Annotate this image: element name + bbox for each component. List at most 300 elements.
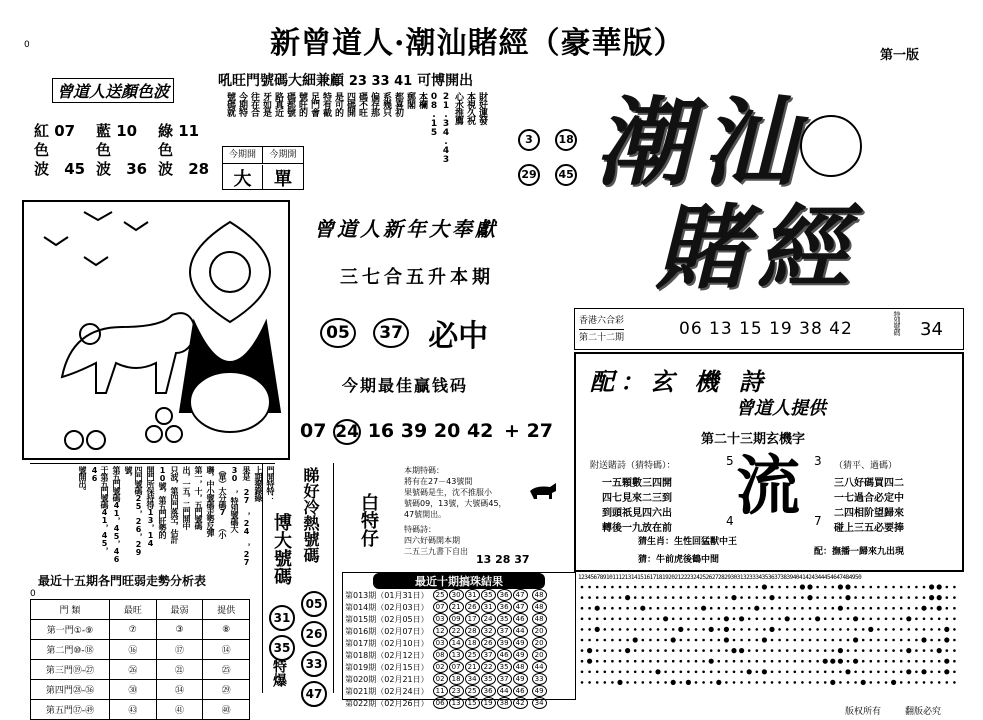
grid-dot — [800, 584, 805, 589]
grid-dot — [921, 637, 926, 642]
grid-dot — [771, 681, 774, 684]
grid-dot — [906, 669, 911, 674]
corner-num-tl: 5 — [726, 454, 734, 468]
grid-dot — [649, 649, 652, 652]
grid-dot — [626, 586, 629, 589]
history-numbers — [431, 685, 550, 697]
grid-dot — [672, 628, 675, 631]
door-notes-column: 于第五門號碼41，45，46 — [90, 466, 109, 554]
grid-dot — [900, 660, 903, 663]
history-special-number: 34 — [532, 697, 547, 709]
hk-result-issue: 第二十二期 — [579, 329, 624, 343]
grid-dot — [756, 671, 759, 674]
grid-dot — [769, 627, 774, 632]
grid-dot — [839, 671, 842, 674]
history-issue: 第020期（02月21日） — [345, 674, 429, 684]
grid-dot — [733, 681, 736, 684]
grid-dot — [892, 671, 895, 674]
grid-dot — [816, 586, 819, 589]
grid-dot — [870, 586, 873, 589]
grid-dot — [953, 671, 956, 674]
grid-dot — [671, 680, 676, 685]
grid-dot — [816, 639, 819, 642]
grid-dot — [794, 618, 797, 621]
grid-dot — [877, 596, 880, 599]
grid-dot — [649, 618, 652, 621]
grid-dot — [953, 639, 956, 642]
grid-dot — [801, 649, 804, 652]
lion-birds-illustration — [24, 202, 288, 458]
blue-wave-num-1: 10 — [116, 122, 138, 140]
grid-dot — [944, 637, 949, 642]
grid-dot — [923, 618, 926, 621]
grid-dot — [862, 671, 865, 674]
red-wave: 紅 07 色 波 45 — [34, 122, 86, 178]
grid-dot — [794, 639, 797, 642]
grid-dot — [794, 586, 797, 589]
grid-dot — [702, 649, 705, 652]
poem-line: 轉後一九放在前 — [602, 523, 672, 534]
special-line: 將有在27－43號間 — [404, 477, 473, 486]
grid-dot — [877, 628, 880, 631]
grid-dot — [938, 628, 941, 631]
dog-icon — [528, 481, 558, 501]
trend-analysis-section — [30, 572, 260, 720]
poem-line: 到頭祇見四六出 — [602, 508, 672, 519]
table-row — [31, 700, 250, 720]
history-numbers — [431, 589, 550, 601]
grid-dot — [807, 584, 812, 589]
history-issue: 第015期（02月05日） — [345, 614, 429, 624]
grid-dot — [930, 681, 933, 684]
history-number: 49 — [513, 673, 528, 685]
circle-num-3: 29 — [518, 164, 540, 186]
grid-dot — [634, 586, 637, 589]
grid-dot — [604, 639, 607, 642]
grid-dot — [611, 618, 614, 621]
color-wave-heading: 曾道人送顏色波 — [52, 78, 174, 103]
door-notes-column: 聯，中小號碼走勢反彈 — [206, 466, 215, 536]
grid-dot — [596, 660, 599, 663]
green-wave: 綠 11 色 波 28 — [158, 122, 210, 178]
grid-dot — [748, 660, 751, 663]
grid-dot — [680, 607, 683, 610]
grid-dot — [786, 596, 789, 599]
grid-dot — [847, 681, 850, 684]
grid-dot — [596, 671, 599, 674]
grid-dot — [649, 586, 652, 589]
grid-dot — [763, 660, 766, 663]
grid-dot — [832, 618, 835, 621]
grid-dot — [953, 618, 956, 621]
hot-numbers-column: 系幾只 — [381, 92, 391, 116]
grid-dot — [695, 607, 698, 610]
left-poem — [602, 476, 672, 536]
grid-dot — [786, 671, 789, 674]
hot-numbers-column: 往在合 — [249, 92, 259, 116]
grid-dot — [930, 660, 933, 663]
grid-dot — [718, 671, 721, 674]
grid-dot — [718, 639, 721, 642]
grid-dot — [763, 607, 766, 610]
big-num: 35 — [269, 635, 295, 661]
grid-dot — [634, 628, 637, 631]
grid-dot — [710, 618, 713, 621]
blue-wave: 藍 10 色 波 36 — [96, 122, 148, 178]
poem-line: 四七見來二三到 — [602, 493, 672, 504]
grid-dot — [946, 649, 949, 652]
grid-dot — [763, 596, 766, 599]
history-issue: 第019期（02月15日） — [345, 662, 429, 672]
grid-dot — [923, 660, 926, 663]
grid-dot — [626, 628, 629, 631]
grid-dot — [946, 596, 949, 599]
hot-numbers-column: 是可的 — [333, 92, 343, 116]
mystery-poem-box — [574, 352, 964, 572]
grid-dot — [778, 596, 781, 599]
grid-dot — [619, 671, 622, 674]
history-section — [342, 572, 576, 708]
grid-dot — [733, 639, 736, 642]
grid-dot — [801, 671, 804, 674]
grid-dot — [938, 660, 941, 663]
trend-cell: 第一門①-⑨ — [31, 620, 110, 640]
grid-dot — [870, 596, 873, 599]
trend-cell: ㉕ — [203, 660, 250, 680]
footer-copyright: 版权所有 — [845, 707, 882, 717]
trend-cell: ⑯ — [110, 640, 157, 660]
grid-dot — [923, 586, 926, 589]
history-special-number: 44 — [532, 661, 547, 673]
single-label: 今期開 — [263, 147, 303, 164]
grid-dot — [944, 669, 949, 674]
hot-cold-num: 05 — [301, 591, 327, 617]
history-number: 25 — [465, 649, 480, 661]
history-number: 17 — [465, 613, 480, 625]
grid-dot — [747, 669, 752, 674]
history-numbers — [431, 613, 550, 625]
trend-header: 最弱 — [156, 600, 203, 620]
history-number: 44 — [513, 625, 528, 637]
history-number: 36 — [497, 589, 512, 601]
trend-cell: ㊸ — [110, 700, 157, 720]
grid-dot — [801, 618, 804, 621]
door-notes-column: 上期撥錄綠 — [254, 466, 263, 501]
history-number: 02 — [433, 661, 448, 673]
table-row — [31, 620, 250, 640]
grid-dot — [809, 649, 812, 652]
grid-dot — [664, 586, 667, 589]
grid-dot — [626, 681, 629, 684]
grid-dot — [748, 607, 751, 610]
grid-dot — [771, 649, 774, 652]
hot-cold-num: 26 — [301, 621, 327, 647]
grid-dot — [678, 627, 683, 632]
hot-numbers-column: 牙如是 — [261, 92, 271, 116]
big-num: 31 — [269, 605, 295, 631]
door-notes-column: （單）大分碼7 （小 — [218, 466, 227, 538]
history-number: 06 — [433, 697, 448, 709]
grid-dot — [680, 681, 683, 684]
grid-dot — [611, 596, 614, 599]
grid-dot — [832, 639, 835, 642]
page-number: 0 — [24, 40, 30, 50]
history-number: 18 — [449, 673, 464, 685]
grid-dot — [680, 671, 683, 674]
hk-result-box — [574, 308, 964, 350]
grid-dot — [794, 660, 797, 663]
history-numbers — [431, 601, 550, 613]
grid-dot — [862, 618, 865, 621]
grid-dot — [649, 596, 652, 599]
grid-dot — [854, 671, 857, 674]
door-notes-section — [30, 463, 275, 570]
trend-zero: 0 — [30, 589, 36, 599]
grid-dot — [824, 649, 827, 652]
hint-animal: 猜：牛前虎後鶴中間 — [638, 555, 720, 565]
hot-numbers-column: 都喜初 — [393, 92, 403, 116]
hot-numbers-column: 路真近 — [273, 92, 283, 116]
grid-dot — [938, 671, 941, 674]
grid-dot — [908, 607, 911, 610]
grid-dot — [657, 628, 660, 631]
history-number: 34 — [465, 673, 480, 685]
dot-grid — [578, 581, 964, 693]
grid-dot — [642, 618, 645, 621]
history-number: 09 — [449, 613, 464, 625]
grid-dot — [716, 680, 721, 685]
grid-dot — [786, 660, 789, 663]
grid-dot — [854, 607, 857, 610]
grid-dot — [655, 669, 660, 674]
hot-numbers-column: 號碼就 — [225, 92, 235, 116]
grid-dot — [877, 671, 880, 674]
grid-dot — [930, 628, 933, 631]
grid-dot — [687, 607, 690, 610]
grid-dot — [824, 671, 827, 674]
poem-line: 三八好碼買四二 — [834, 478, 904, 489]
hot-numbers-column: 今期特 — [237, 92, 247, 116]
history-number: 26 — [481, 637, 496, 649]
door-notes-column: 號開出。 — [78, 466, 87, 494]
history-number: 03 — [433, 613, 448, 625]
grid-dot — [908, 639, 911, 642]
grid-dot — [778, 660, 781, 663]
grid-dot — [847, 618, 850, 621]
grid-dot — [588, 586, 591, 589]
grid-dot — [718, 586, 721, 589]
history-number: 24 — [481, 613, 496, 625]
table-row — [343, 649, 550, 661]
trend-cell: ㊵ — [203, 700, 250, 720]
grid-dot — [763, 681, 766, 684]
big-value: 大 — [223, 165, 263, 189]
grid-dot — [604, 649, 607, 652]
grid-dot — [794, 628, 797, 631]
history-number: 13 — [449, 697, 464, 709]
grid-dot — [930, 618, 933, 621]
grid-dot — [702, 596, 705, 599]
grid-dot — [680, 660, 683, 663]
grid-dot — [710, 681, 713, 684]
grid-dot — [740, 596, 743, 599]
grid-dot — [921, 669, 926, 674]
hot-numbers-column: 四碼開 — [345, 92, 355, 116]
history-special-number: 20 — [532, 625, 547, 637]
grid-dot — [672, 596, 675, 599]
grid-dot — [877, 639, 880, 642]
grid-dot — [953, 607, 956, 610]
grid-dot — [938, 639, 941, 642]
grid-dot — [649, 660, 652, 663]
grid-dot — [816, 671, 819, 674]
grid-dot — [634, 671, 637, 674]
grid-dot — [664, 607, 667, 610]
grid-dot — [634, 649, 637, 652]
grid-dot — [680, 586, 683, 589]
trend-table — [30, 599, 250, 720]
grid-dot — [671, 637, 676, 642]
history-number: 22 — [481, 661, 496, 673]
grid-dot — [649, 639, 652, 642]
grid-dot — [718, 596, 721, 599]
trend-cell: ㉙ — [203, 680, 250, 700]
grid-dot — [604, 607, 607, 610]
grid-dot — [862, 586, 865, 589]
grid-dot — [687, 660, 690, 663]
grid-dot — [921, 606, 926, 611]
grid-dot — [769, 595, 774, 600]
grid-dot — [794, 681, 797, 684]
grid-dot — [634, 596, 637, 599]
special-numbers: 13 28 37 — [476, 553, 530, 566]
grid-dot — [695, 671, 698, 674]
grid-dot — [626, 671, 629, 674]
grid-dot — [596, 681, 599, 684]
grid-dot — [838, 584, 843, 589]
grid-dot — [824, 618, 827, 621]
grid-dot — [862, 649, 865, 652]
grid-dot — [680, 649, 683, 652]
grid-dot — [816, 596, 819, 599]
grid-dot — [885, 681, 888, 684]
footer-no-reprint: 翻版必究 — [905, 707, 942, 717]
grid-dot — [900, 628, 903, 631]
history-number: 21 — [449, 601, 464, 613]
grid-dot — [581, 607, 584, 610]
trend-header: 提供 — [203, 600, 250, 620]
grid-dot — [885, 671, 888, 674]
door-notes-column: 10號，第五門旺勢的 — [158, 466, 167, 538]
grid-dot — [915, 618, 918, 621]
best-num: 42 — [466, 420, 494, 442]
grid-dot — [794, 671, 797, 674]
grid-dot — [581, 639, 584, 642]
history-number: 18 — [465, 637, 480, 649]
grid-dot — [733, 628, 736, 631]
grid-dot — [794, 649, 797, 652]
grid-dot — [915, 639, 918, 642]
grid-dot — [657, 618, 660, 621]
hot-cold-section — [262, 463, 334, 701]
history-number: 23 — [449, 685, 464, 697]
grid-dot — [771, 660, 774, 663]
grid-dot — [642, 681, 645, 684]
grid-dot — [778, 681, 781, 684]
history-number: 11 — [433, 685, 448, 697]
grid-dot — [946, 607, 949, 610]
grid-dot — [832, 671, 835, 674]
grid-dot — [718, 618, 721, 621]
grid-dot — [778, 649, 781, 652]
mystery-big-char: 流 — [736, 449, 800, 524]
history-number: 15 — [465, 697, 480, 709]
grid-dot — [687, 639, 690, 642]
grid-dot — [634, 618, 637, 621]
poem-line: 一七過合必定中 — [834, 493, 904, 504]
grid-dot — [687, 649, 690, 652]
history-number: 49 — [513, 637, 528, 649]
table-row — [343, 697, 550, 709]
grid-dot — [877, 660, 880, 663]
grid-dot — [718, 628, 721, 631]
grid-dot — [923, 628, 926, 631]
grid-dot — [944, 627, 949, 632]
illustration-box — [22, 200, 290, 460]
grid-dot — [778, 586, 781, 589]
grid-dot — [611, 607, 614, 610]
right-poem-label: （猜平、過碼） — [834, 461, 898, 471]
grid-dot — [854, 649, 857, 652]
grid-dot — [710, 649, 713, 652]
grid-dot — [664, 596, 667, 599]
history-special-number: 49 — [532, 685, 547, 697]
grid-dot — [581, 649, 584, 652]
grid-dot — [642, 649, 645, 652]
grid-dot — [885, 660, 888, 663]
grid-dot — [868, 627, 873, 632]
grid-dot — [824, 596, 827, 599]
grid-dot — [710, 607, 713, 610]
grid-dot — [862, 628, 865, 631]
grid-dot — [756, 649, 759, 652]
grid-dot — [664, 649, 667, 652]
trend-cell: 第五門㊲-㊾ — [31, 700, 110, 720]
grid-dot — [588, 628, 591, 631]
grid-dot — [937, 584, 942, 589]
hot-numbers-column: 心水推薦 — [453, 92, 463, 124]
grid-dot — [702, 639, 705, 642]
grid-dot — [838, 606, 843, 611]
grid-dot — [763, 649, 766, 652]
hot-numbers-column: 本視久祝 — [465, 92, 475, 124]
grid-dot — [786, 607, 789, 610]
grid-dot — [794, 607, 797, 610]
grid-dot — [672, 607, 675, 610]
grid-dot — [816, 649, 819, 652]
grid-dot — [763, 618, 766, 621]
single-value: 單 — [274, 169, 292, 190]
grid-dot — [680, 639, 683, 642]
grid-dot — [619, 660, 622, 663]
special-signature: 白特仔 — [358, 493, 379, 547]
grid-dot — [611, 586, 614, 589]
best-num: 27 — [526, 420, 554, 442]
grid-dot — [915, 596, 918, 599]
grid-dot — [930, 607, 933, 610]
history-number: 35 — [497, 613, 512, 625]
special-code-section — [340, 463, 570, 571]
